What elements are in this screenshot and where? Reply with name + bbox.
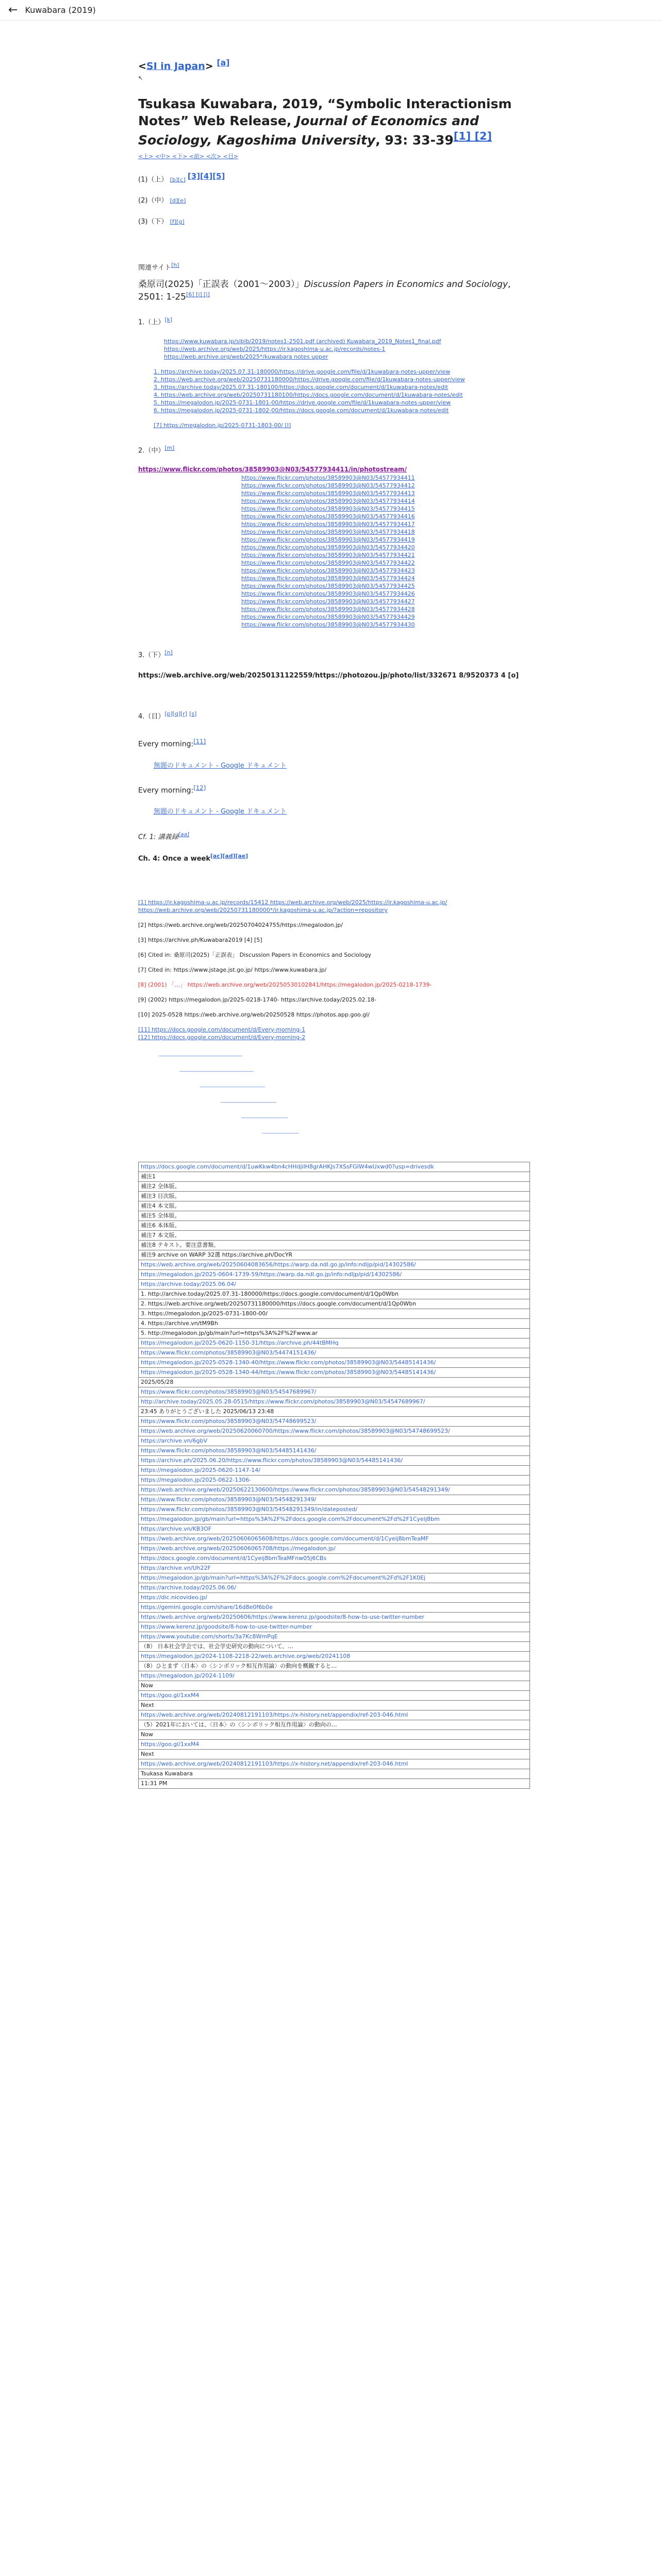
flickr-link[interactable]: https://www.flickr.com/photos/38589903@N03/54577934419 [241, 536, 415, 544]
table-cell: 補注2 全体版。 [139, 1182, 530, 1192]
table-cell[interactable]: https://www.flickr.com/photos/38589903@N03/54548291349/in/dateposted/ [139, 1505, 530, 1515]
table-cell[interactable]: https://web.archive.org/web/20250606/https://www.kerenz.jp/goodsite/8-how-to-use-twitter-number [139, 1613, 530, 1622]
cf-lecture: Cf. 1: 講義録[aa] [138, 831, 190, 841]
table-row [139, 1446, 530, 1456]
flickr-link[interactable]: https://www.flickr.com/photos/38589903@N03/54577934426 [241, 590, 415, 598]
table-row [139, 1554, 530, 1564]
table-cell: 11:31 PM [139, 1779, 530, 1789]
flickr-link[interactable]: https://www.flickr.com/photos/38589903@N03/54577934412 [241, 482, 415, 489]
related-sites: 関連サイト[h] [138, 262, 179, 272]
footnote-ref[interactable]: [a] [217, 58, 230, 67]
table-row [139, 1309, 530, 1319]
footnote[interactable]: [12] https://docs.google.com/document/d/Every-morning-2 [138, 1034, 306, 1041]
breadcrumb: <SI in Japan> [a] [138, 58, 230, 72]
cascade-link[interactable]: ________________________ [221, 1098, 276, 1104]
section-2: 2.（中）[m] [138, 445, 175, 455]
table-row [139, 1290, 530, 1299]
footnote[interactable]: [7] Cited in: https://www.jstage.jst.go.jp/ https://www.kuwabara.jp/ [138, 967, 327, 974]
part-3-link[interactable]: [f][g] [170, 218, 185, 226]
table-row [139, 1250, 530, 1260]
table-cell[interactable]: https://web.archive.org/web/20250622130600/https://www.flickr.com/photos/38589903@N03/54548291349/ [139, 1485, 530, 1495]
table-row [139, 1485, 530, 1495]
table-row [139, 1750, 530, 1759]
flickr-link[interactable]: https://www.flickr.com/photos/38589903@N03/54577934417 [241, 521, 415, 528]
table-cell[interactable]: https://goo.gl/1xxM4 [139, 1691, 530, 1701]
url-link[interactable]: 4. https://web.archive.org/web/20250731180100/https://docs.google.com/document/d/1kuwabara-notes/edit [154, 392, 463, 399]
table-row [139, 1338, 530, 1348]
url-link[interactable]: 3. https://archive.today/2025.07.31-180100/https://docs.google.com/document/d/1kuwabara-notes/edit [154, 384, 449, 391]
table-cell[interactable]: https://www.flickr.com/photos/38589903@N03/54474151436/ [139, 1348, 530, 1358]
photozou-link[interactable]: https://web.archive.org/web/20250131122559/https://photozou.jp/photo/list/332671 8/9520373 4 [o] [138, 671, 519, 680]
table-cell: （8）ひとまず〈日本〉の〈シンボリック相互作用論〉の動向を概観すると… [139, 1662, 530, 1671]
table-cell[interactable]: https://megalodon.jp/gb/main?url=https%3A%2F%2Fdocs.google.com%2Fdocument%2Fd%2F1K0Ej [139, 1573, 530, 1583]
table-row [139, 1515, 530, 1524]
table-row [139, 1456, 530, 1466]
flickr-head-link[interactable]: https://www.flickr.com/photos/38589903@N03/54577934411/in/photostream/ [138, 466, 407, 473]
table-cell[interactable]: https://web.archive.org/web/20250606065608/https://docs.google.com/document/d/1Cyeij8bmTeaMF [139, 1534, 530, 1544]
flickr-link[interactable]: https://www.flickr.com/photos/38589903@N03/54577934427 [241, 598, 415, 605]
table-cell: 5. http://megalodon.jp/gb/main?url=https%3A%2F%2Fwww.ar [139, 1329, 530, 1338]
flickr-link[interactable]: https://www.flickr.com/photos/38589903@N03/54577934430 [241, 621, 415, 629]
table-row [139, 1759, 530, 1769]
table-row [139, 1211, 530, 1221]
table-cell[interactable]: https://www.youtube.com/shorts/3a7Kc8WmPqE [139, 1632, 530, 1642]
table-row [139, 1691, 530, 1701]
table-row [139, 1182, 530, 1192]
part-2-link[interactable]: [d][e] [170, 197, 186, 205]
table-cell[interactable]: http://archive.today/2025.05.28-0515/https://www.flickr.com/photos/38589903@N03/54547689967/ [139, 1397, 530, 1407]
table-cell[interactable]: https://megalodon.jp/2025-0622-1306- [139, 1476, 530, 1485]
table-cell[interactable]: https://gemini.google.com/share/16d8e0f6b0e [139, 1603, 530, 1613]
footnote[interactable]: [10] 2025-0528 https://web.archive.org/web/20250528 https://photos.app.goo.gl/ [138, 1011, 370, 1019]
url-link[interactable]: 5. https://megalodon.jp/2025-0731-1801-00/https://drive.google.com/file/d/1kuwabara-notes-upper/view [154, 399, 451, 406]
table-row [139, 1662, 530, 1671]
table-cell[interactable]: https://archive.today/2025.06.04/ [139, 1280, 530, 1290]
table-row [139, 1476, 530, 1485]
url-link[interactable]: 2. https://web.archive.org/web/20250731180000/https://drive.google.com/file/d/1kuwabara-notes-upper/view [154, 376, 465, 383]
table-cell: 補注5 全体版。 [139, 1211, 530, 1221]
table-cell: 1. http://archive.today/2025.07.31-180000/https://docs.google.com/document/d/1Qp0Wbn [139, 1290, 530, 1299]
table-row [139, 1417, 530, 1427]
flickr-link[interactable]: https://www.flickr.com/photos/38589903@N03/54577934422 [241, 560, 415, 567]
table-cell[interactable]: https://web.archive.org/web/20250606065708/https://megalodon.jp/ [139, 1544, 530, 1554]
cascade-link[interactable]: ____________________ [241, 1113, 288, 1119]
flickr-link[interactable]: https://www.flickr.com/photos/38589903@N03/54577934413 [241, 490, 415, 497]
table-cell[interactable]: https://megalodon.jp/2024-1109/ [139, 1671, 530, 1681]
table-cell[interactable]: https://megalodon.jp/2024-1108-2218-22/web.archive.org/web/20241108 [139, 1652, 530, 1662]
table-cell: Now [139, 1681, 530, 1691]
table-row [139, 1681, 530, 1691]
table-cell: 補注7 本文版。 [139, 1231, 530, 1241]
footnotes [138, 899, 530, 1041]
table-cell[interactable]: https://web.archive.org/web/20240812191103/https://x-history.net/appendix/ref-203-046.html [139, 1759, 530, 1769]
flickr-link[interactable]: https://www.flickr.com/photos/38589903@N03/54577934429 [241, 614, 415, 621]
table-row [139, 1701, 530, 1710]
footnote[interactable]: [8] (2001) 「…」 https://web.archive.org/web/20250530102841/https://megalodon.jp/2025-0218-1739- [138, 981, 432, 989]
url-link[interactable]: https://www.kuwabara.jp/sibib/2019/notes1-2501.pdf (archived) Kuwabara_2019_Notes1_final.pdf [164, 338, 441, 345]
indented-link-cascade [138, 1041, 530, 1155]
table-cell[interactable]: https://www.flickr.com/photos/38589903@N03/54548291349/ [139, 1495, 530, 1505]
flickr-link[interactable]: https://www.flickr.com/photos/38589903@N03/54577934415 [241, 505, 415, 513]
table-cell: 2025/05/28 [139, 1378, 530, 1387]
table-row [139, 1740, 530, 1750]
part-1-refs[interactable]: [3][4][5] [187, 172, 225, 181]
table-row [139, 1162, 530, 1172]
footnote[interactable]: [2] https://web.archive.org/web/20250704024755/https://megalodon.jp/ [138, 922, 343, 929]
ref-7: [7] https://megalodon.jp/2025-0731-1803-00/ [l] [154, 422, 291, 429]
table-cell: 23:45 ありがとうございました 2025/06/13 23:48 [139, 1407, 530, 1417]
url-link[interactable]: 6. https://megalodon.jp/2025-0731-1802-00/https://docs.google.com/document/d/1kuwabara-notes/edit [154, 407, 449, 414]
table-cell: 補注3 目次版。 [139, 1192, 530, 1201]
breadcrumb-link[interactable]: SI in Japan [146, 60, 205, 72]
table-row [139, 1593, 530, 1603]
page-content [138, 52, 530, 1789]
table-row [139, 1231, 530, 1241]
section-3: 3.（下）[n] [138, 649, 173, 659]
table-row [139, 1779, 530, 1789]
table-row [139, 1241, 530, 1250]
table-cell: Next [139, 1750, 530, 1759]
flickr-link[interactable]: https://www.flickr.com/photos/38589903@N03/54577934423 [241, 567, 415, 574]
flickr-link[interactable]: https://www.flickr.com/photos/38589903@N03/54577934425 [241, 583, 415, 590]
cascade-link[interactable]: ____________________________ [200, 1082, 265, 1088]
google-doc-link-2[interactable]: 無題のドキュメント - Google ドキュメント [154, 808, 287, 816]
table-row [139, 1427, 530, 1436]
table-row [139, 1387, 530, 1397]
subnav[interactable]: <上> <中> <下> <前> <次> <目> [138, 153, 239, 160]
marker: ↖ [138, 75, 143, 82]
table-row [139, 1603, 530, 1613]
url-link[interactable]: 1. https://archive.today/2025.07.31-180000/https://drive.google.com/file/d/1kuwabara-notes-upper/view [154, 368, 451, 376]
table-row [139, 1192, 530, 1201]
table-row [139, 1368, 530, 1378]
table-row [139, 1280, 530, 1290]
footnote[interactable]: [6] Cited in: 桑原司(2025)「正誤表」 Discussion Papers in Economics and Sociology [138, 952, 372, 959]
flickr-link[interactable]: https://www.flickr.com/photos/38589903@N03/54577934411 [241, 474, 415, 482]
table-cell[interactable]: https://archive.today/2025.06.06/ [139, 1583, 530, 1593]
table-row [139, 1642, 530, 1652]
table-row [139, 1172, 530, 1182]
table-cell[interactable]: https://archive.vn/Uh22F [139, 1564, 530, 1573]
flickr-link[interactable]: https://www.flickr.com/photos/38589903@N03/54577934418 [241, 529, 415, 536]
table-cell[interactable]: https://archive.vn/KB3OF [139, 1524, 530, 1534]
table-cell: （8） 日本社会学会では、社会学史研究の動向について、… [139, 1642, 530, 1652]
cascade-link[interactable]: ________________ [262, 1129, 299, 1134]
table-row [139, 1671, 530, 1681]
table-row [139, 1348, 530, 1358]
table-row [139, 1524, 530, 1534]
every-morning-2: Every morning:[12] [138, 784, 206, 795]
table-row [139, 1221, 530, 1231]
flickr-link[interactable]: https://www.flickr.com/photos/38589903@N03/54577934416 [241, 513, 415, 520]
table-cell: 補注1 [139, 1172, 530, 1182]
table-cell: 2. https://web.archive.org/web/20250731180000/https://docs.google.com/document/d/1Qp0Wbn [139, 1299, 530, 1309]
cascade-link[interactable]: ________________________________ [179, 1067, 254, 1073]
table-cell[interactable]: https://dic.nicovideo.jp/ [139, 1593, 530, 1603]
table-cell: 補注9 archive on WARP 32選 https://archive.ph/DocYR [139, 1250, 530, 1260]
footnote[interactable]: [11] https://docs.google.com/document/d/Every-morning-1 [138, 1026, 306, 1033]
ch4-once-a-week: Ch. 4: Once a week[ac][ad][ae] [138, 852, 249, 863]
footnote[interactable]: [9] (2002) https://megalodon.jp/2025-0218-1740- https://archive.today/2025.02.18- [138, 996, 377, 1004]
table-cell: Now [139, 1730, 530, 1740]
footnote[interactable]: https://web.archive.org/web/20250731180000*/ir.kagoshima-u.ac.jp/?action=repository [138, 907, 388, 914]
table-cell: 補注4 本文版。 [139, 1201, 530, 1211]
table-cell[interactable]: https://megalodon.jp/2025-0604-1739-59/https://warp.da.ndl.go.jp/info:ndljp/pid/14302586/ [139, 1270, 530, 1280]
table-row [139, 1299, 530, 1309]
table-cell[interactable]: https://megalodon.jp/2025-0620-1147-14/ [139, 1466, 530, 1476]
table-cell[interactable]: https://megalodon.jp/2025-0528-1340-44/https://www.flickr.com/photos/38589903@N03/54485141436/ [139, 1368, 530, 1378]
table-row [139, 1466, 530, 1476]
table-row [139, 1329, 530, 1338]
url-link[interactable]: https://web.archive.org/web/2025/https://ir.kagoshima-u.ac.jp/records/notes-1 [164, 346, 386, 353]
table-cell[interactable]: https://www.flickr.com/photos/38589903@N03/54547689967/ [139, 1387, 530, 1397]
table-row [139, 1534, 530, 1544]
table-row [139, 1378, 530, 1387]
table-cell[interactable]: https://www.kerenz.jp/goodsite/8-how-to-use-twitter-number [139, 1622, 530, 1632]
section-4: 4.（目）[p][q][r] [s] [138, 710, 197, 721]
table-cell[interactable]: https://web.archive.org/web/20240812191103/https://x-history.net/appendix/ref-203-046.html [139, 1710, 530, 1720]
table-row [139, 1564, 530, 1573]
table-cell[interactable]: https://web.archive.org/web/20250604083656/https://warp.da.ndl.go.jp/info:ndljp/pid/14302586/ [139, 1260, 530, 1270]
table-row [139, 1632, 530, 1642]
table-cell: 4. https://archive.vn/tM9Bh [139, 1319, 530, 1329]
page-title: Tsukasa Kuwabara, 2019, “Symbolic Interactionism Notes” Web Release, Journal of Economics and Sociology, Kagoshima University, 93: 33-39[1] [2] [138, 96, 512, 148]
window-titlebar [0, 0, 662, 21]
table-cell[interactable]: https://megalodon.jp/2025-0620-1150-31/https://archive.ph/44tBMHq [139, 1338, 530, 1348]
table-row [139, 1319, 530, 1329]
part-1: (1)（上） [b][c] [3][4][5] [138, 172, 225, 184]
flickr-link[interactable]: https://www.flickr.com/photos/38589903@N03/54577934414 [241, 498, 415, 505]
citation: 桑原司(2025)「正誤表（2001〜2003）」Discussion Papers in Economics and Sociology, 2501: 1-25[6] [i] [j] [138, 279, 511, 303]
section-1: 1.（上）[k] [138, 316, 173, 327]
table-cell: 3. https://megalodon.jp/2025-0731-1800-00/ [139, 1309, 530, 1319]
table-row [139, 1270, 530, 1280]
table-row [139, 1505, 530, 1515]
notes-table [138, 1162, 530, 1789]
table-cell: 補注8 テキスト。要注意書類。 [139, 1241, 530, 1250]
url-list-b [154, 368, 530, 414]
table-cell: Tsukasa Kuwabara [139, 1769, 530, 1779]
back-arrow-icon[interactable]: ← [8, 4, 18, 16]
table-cell[interactable]: https://docs.google.com/document/d/1Cyeij8bmTeaMFnw05j6CBs [139, 1554, 530, 1564]
table-cell[interactable]: https://megalodon.jp/gb/main?url=https%3A%2F%2Fdocs.google.com%2Fdocument%2Fd%2F1Cyeij8bm [139, 1515, 530, 1524]
table-cell[interactable]: https://www.flickr.com/photos/38589903@N03/54485141436/ [139, 1446, 530, 1456]
url-list-a [164, 337, 530, 361]
footnote[interactable]: [1] https://ir.kagoshima-u.ac.jp/records/15412 https://web.archive.org/web/2025/https://ir.kagoshima-u.ac.jp/ [138, 899, 448, 906]
table-row [139, 1622, 530, 1632]
footnote[interactable]: [3] https://archive.ph/Kuwabara2019 [4] [5] [138, 937, 262, 944]
flickr-link[interactable]: https://www.flickr.com/photos/38589903@N03/54577934428 [241, 606, 415, 613]
table-row [139, 1397, 530, 1407]
table-cell[interactable]: https://archive.vn/6gbV [139, 1436, 530, 1446]
table-cell: Next [139, 1701, 530, 1710]
table-cell[interactable]: https://goo.gl/1xxM4 [139, 1740, 530, 1750]
table-row [139, 1720, 530, 1730]
table-cell[interactable]: https://web.archive.org/web/20250620060700/https://www.flickr.com/photos/38589903@N03/54748699523/ [139, 1427, 530, 1436]
table-cell[interactable]: https://megalodon.jp/2025-0528-1340-40/https://www.flickr.com/photos/38589903@N03/54485141436/ [139, 1358, 530, 1368]
table-cell[interactable]: https://archive.ph/2025.06.20/https://www.flickr.com/photos/38589903@N03/54485141436/ [139, 1456, 530, 1466]
table-row [139, 1436, 530, 1446]
table-cell[interactable]: https://docs.google.com/document/d/1uwKkw4bn4cHHdjiIH8grAHKJs7XSsFGIW4wUxwd0?usp=drivesdk [139, 1162, 530, 1172]
table-row [139, 1583, 530, 1593]
part-1-link[interactable]: [b][c] [170, 176, 186, 183]
table-row [139, 1710, 530, 1720]
title-refs[interactable]: [1] [2] [453, 130, 492, 143]
url-link[interactable]: https://web.archive.org/web/2025*/kuwabara notes upper [164, 353, 328, 361]
window-title: Kuwabara (2019) [25, 5, 96, 15]
table-row [139, 1495, 530, 1505]
table-row [139, 1358, 530, 1368]
table-row [139, 1407, 530, 1417]
table-cell[interactable]: https://www.flickr.com/photos/38589903@N03/54748699523/ [139, 1417, 530, 1427]
flickr-link[interactable]: https://www.flickr.com/photos/38589903@N03/54577934421 [241, 552, 415, 559]
cascade-link[interactable]: ____________________________________ [159, 1052, 242, 1057]
table-row [139, 1652, 530, 1662]
flickr-link[interactable]: https://www.flickr.com/photos/38589903@N03/54577934424 [241, 575, 415, 582]
flickr-link-list [241, 474, 530, 629]
table-row [139, 1260, 530, 1270]
flickr-link[interactable]: https://www.flickr.com/photos/38589903@N03/54577934420 [241, 544, 415, 551]
part-2: (2)（中） [d][e] [138, 197, 186, 205]
table-row [139, 1730, 530, 1740]
every-morning-1: Every morning:[11] [138, 738, 206, 749]
table-row [139, 1544, 530, 1554]
part-3: (3)（下） [f][g] [138, 218, 185, 226]
google-doc-link-1[interactable]: 無題のドキュメント - Google ドキュメント [154, 761, 287, 770]
table-row [139, 1201, 530, 1211]
table-row [139, 1613, 530, 1622]
table-cell: 補注6 本体版。 [139, 1221, 530, 1231]
table-row [139, 1769, 530, 1779]
table-row [139, 1573, 530, 1583]
table-cell: （5）2021年においては、〈日本〉の〈シンボリック相互作用論〉の動向の… [139, 1720, 530, 1730]
